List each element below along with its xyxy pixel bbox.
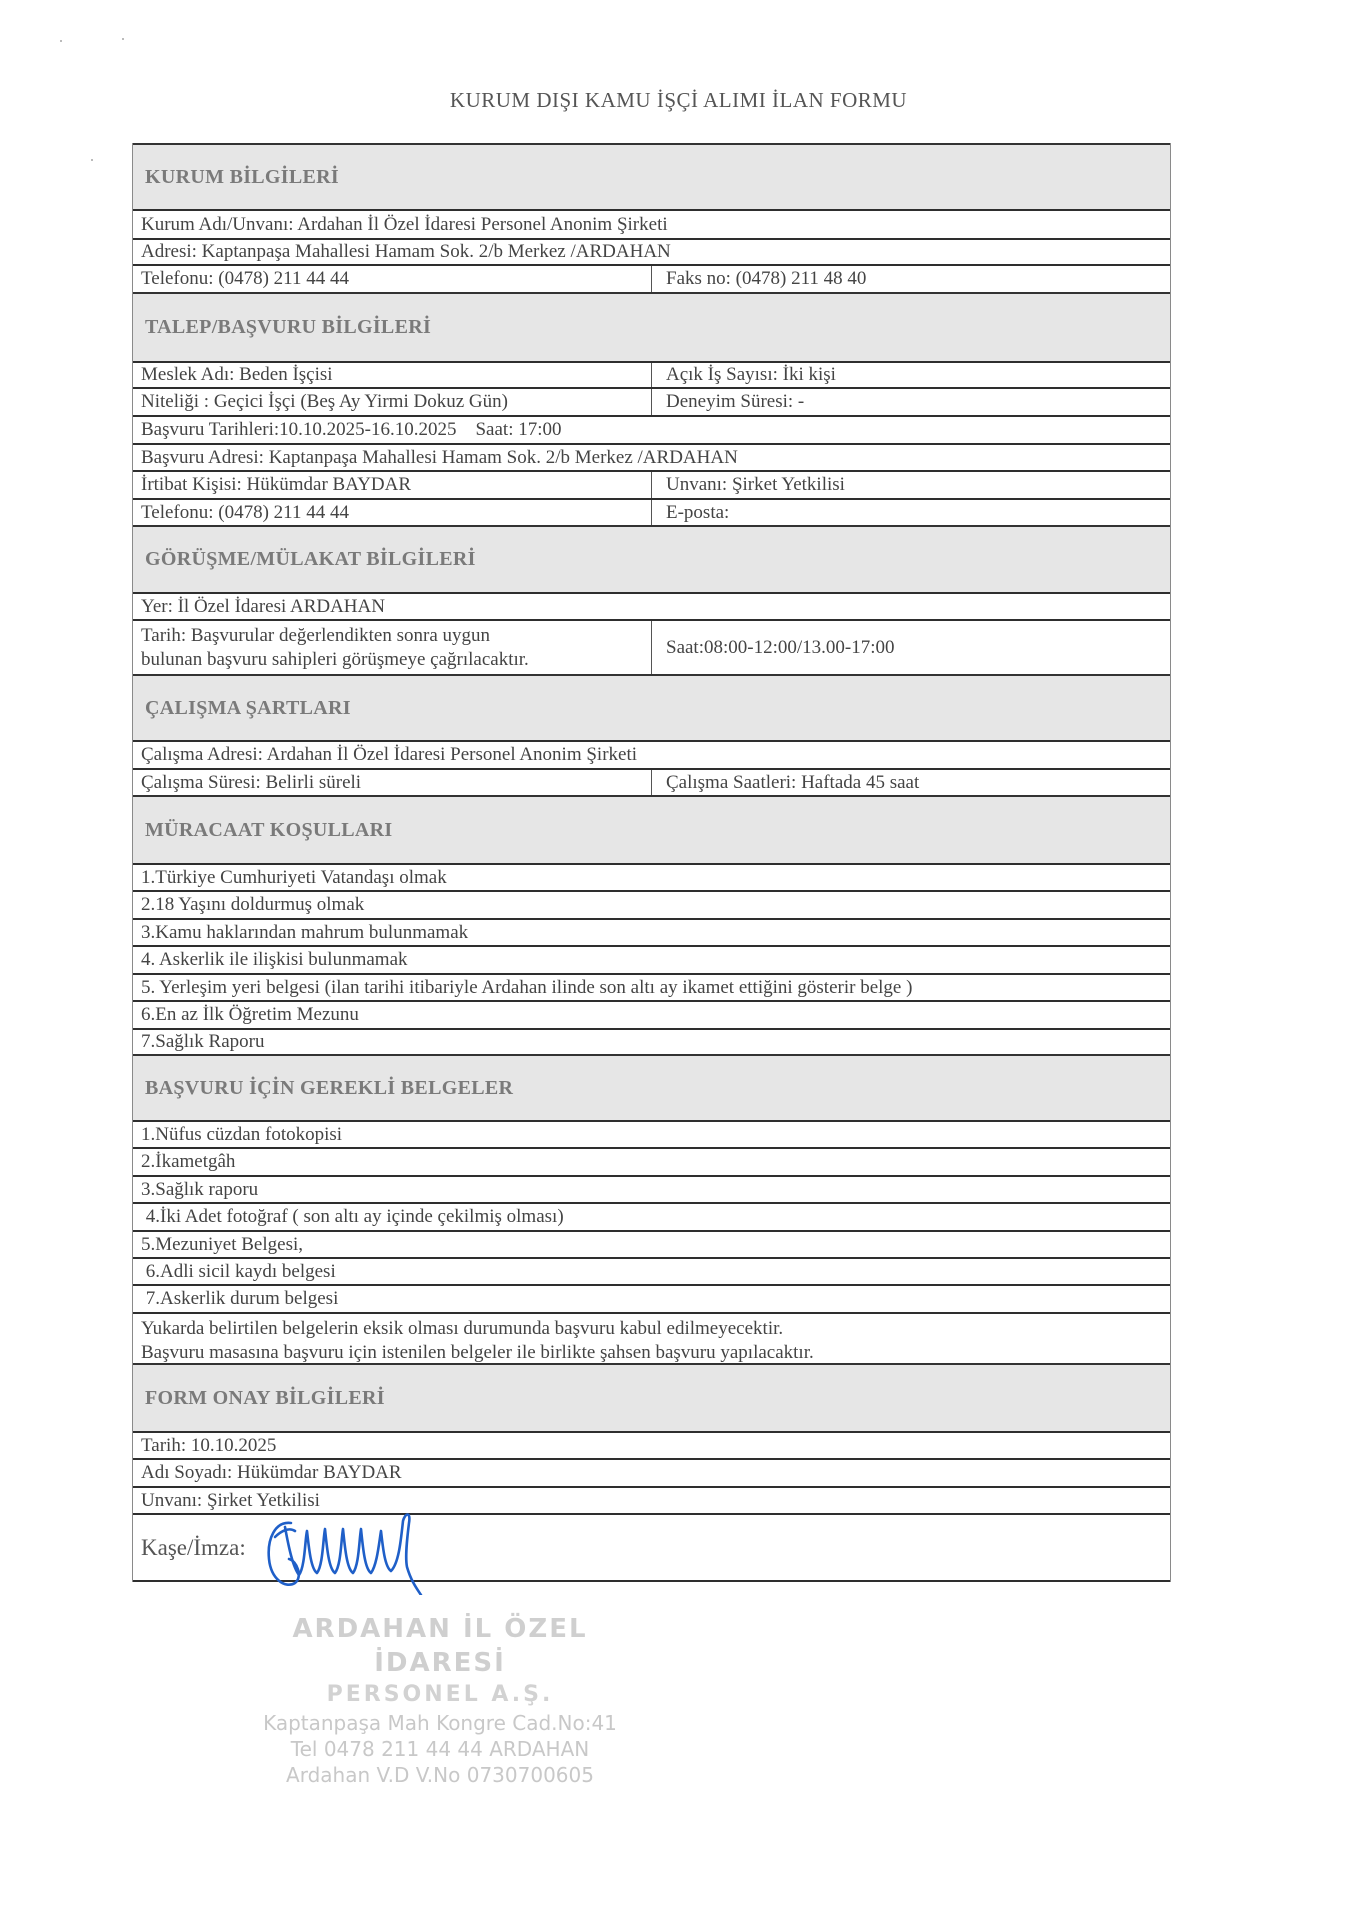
list-item bbox=[133, 1120, 1170, 1147]
gorusme-tarih-field bbox=[133, 621, 652, 674]
stamp-line-5: Ardahan V.D V.No 0730700605 bbox=[286, 1763, 594, 1787]
kurum-faks-field: Faks no: (0478) 211 48 40 bbox=[666, 268, 867, 289]
onay-unvani-field: Unvanı: Şirket Yetkilisi bbox=[141, 1489, 320, 1511]
gorusme-tarih-line2: bulunan başvuru sahipleri görüşmeye çağrılacaktır. bbox=[141, 648, 529, 670]
deneyim-suresi-field: Deneyim Süresi: - bbox=[666, 391, 805, 412]
stamp-line-1: ARDAHAN İL ÖZEL İDARESİ bbox=[292, 1614, 588, 1678]
row-belgeler-notice bbox=[133, 1312, 1170, 1363]
muracaat-item: 2.18 Yaşını doldurmuş olmak bbox=[141, 894, 365, 915]
e-posta-field: E-posta: bbox=[666, 501, 730, 523]
signature-strokes bbox=[269, 1515, 421, 1596]
onay-tarih-field: Tarih: 10.10.2025 bbox=[141, 1434, 277, 1456]
row-irtibat bbox=[133, 470, 1170, 498]
list-item bbox=[133, 1202, 1170, 1230]
row-kurum-iletisim bbox=[133, 264, 1170, 292]
irtibat-kisisi-field: İrtibat Kişisi: Hükümdar BAYDAR bbox=[133, 472, 652, 498]
acik-is-sayisi-field: Açık İş Sayısı: İki kişi bbox=[666, 364, 836, 385]
belge-item: 2.İkametgâh bbox=[141, 1151, 236, 1172]
gorusme-saat-field: Saat:08:00-12:00/13.00-17:00 bbox=[666, 636, 895, 658]
muracaat-item: 5. Yerleşim yeri belgesi (ilan tarihi itibariyle Ardahan ilinde son altı ay ikamet ettiğini gösterir belge ) bbox=[141, 976, 913, 998]
list-item bbox=[133, 1147, 1170, 1175]
muracaat-item: 1.Türkiye Cumhuriyeti Vatandaşı olmak bbox=[141, 866, 447, 888]
kurum-telefon-field: Telefonu: (0478) 211 44 44 bbox=[133, 266, 652, 292]
scan-speck bbox=[122, 38, 124, 40]
section-heading-muracaat: MÜRACAAT KOŞULLARI bbox=[133, 795, 1170, 863]
row-calisma-adresi bbox=[133, 740, 1170, 768]
list-item bbox=[133, 863, 1170, 890]
section-heading-calisma: ÇALIŞMA ŞARTLARI bbox=[133, 674, 1170, 740]
muracaat-item: 4. Askerlik ile ilişkisi bulunmamak bbox=[141, 949, 408, 970]
row-talep-iletisim bbox=[133, 498, 1170, 525]
notice-line-1: Yukarda belirtilen belgelerin eksik olması durumunda başvuru kabul edilmeyecektir. bbox=[141, 1318, 784, 1339]
gorusme-tarih-line1: Tarih: Başvurular değerlendikten sonra uygun bbox=[141, 624, 491, 646]
meslek-adi-field: Meslek Adı: Beden İşçisi bbox=[133, 363, 652, 387]
belge-item: 5.Mezuniyet Belgesi, bbox=[141, 1233, 303, 1255]
niteligi-field: Niteliği : Geçici İşçi (Beş Ay Yirmi Dokuz Gün) bbox=[133, 389, 652, 415]
list-item bbox=[133, 890, 1170, 918]
row-onay-adi-soyadi bbox=[133, 1458, 1170, 1486]
announcement-form bbox=[132, 143, 1171, 1582]
belgeler-notice bbox=[133, 1314, 822, 1363]
talep-telefon-field: Telefonu: (0478) 211 44 44 bbox=[133, 500, 652, 525]
list-item bbox=[133, 1284, 1170, 1312]
document-title: KURUM DIŞI KAMU İŞÇİ ALIMI İLAN FORMU bbox=[449, 88, 908, 112]
section-heading-onay: FORM ONAY BİLGİLERİ bbox=[133, 1363, 1170, 1431]
kurum-adi-field: Kurum Adı/Unvanı: Ardahan İl Özel İdaresi Personel Anonim Şirketi bbox=[141, 213, 668, 235]
row-calisma-suresi bbox=[133, 768, 1170, 795]
notice-line-2: Başvuru masasına başvuru için istenilen belgeler ile birlikte şahsen başvuru yapılacaktır. bbox=[141, 1342, 814, 1363]
row-basvuru-adresi bbox=[133, 443, 1170, 470]
muracaat-item: 6.En az İlk Öğretim Mezunu bbox=[141, 1004, 359, 1025]
kase-imza-label: Kaşe/İmza: bbox=[141, 1534, 246, 1560]
list-item bbox=[133, 945, 1170, 973]
section-heading-talep: TALEP/BAŞVURU BİLGİLERİ bbox=[133, 292, 1170, 361]
section-heading-gorusme: GÖRÜŞME/MÜLAKAT BİLGİLERİ bbox=[133, 525, 1170, 592]
kurum-adresi-field: Adresi: Kaptanpaşa Mahallesi Hamam Sok. 2/b Merkez /ARDAHAN bbox=[141, 241, 671, 262]
row-kurum-adi bbox=[133, 209, 1170, 238]
handwritten-signature bbox=[265, 1509, 435, 1595]
scan-speck bbox=[60, 40, 62, 42]
basvuru-tarihleri-field: Başvuru Tarihleri:10.10.2025-16.10.2025 Saat: 17:00 bbox=[141, 419, 562, 440]
row-gorusme-yer bbox=[133, 592, 1170, 619]
list-item bbox=[133, 918, 1170, 945]
list-item bbox=[133, 973, 1170, 1000]
section-heading-belgeler: BAŞVURU İÇİN GEREKLİ BELGELER bbox=[133, 1054, 1170, 1120]
belge-item: 1.Nüfus cüzdan fotokopisi bbox=[141, 1123, 343, 1145]
gorusme-yer-field: Yer: İl Özel İdaresi ARDAHAN bbox=[141, 595, 385, 617]
belge-item: 4.İki Adet fotoğraf ( son altı ay içinde çekilmiş olması) bbox=[141, 1206, 564, 1227]
list-item bbox=[133, 1028, 1170, 1054]
stamp-line-3: Kaptanpaşa Mah Kongre Cad.No:41 bbox=[263, 1711, 617, 1735]
row-nitelik bbox=[133, 387, 1170, 415]
stamp-line-4: Tel 0478 211 44 44 ARDAHAN bbox=[290, 1737, 590, 1761]
stamp-line-2: PERSONEL A.Ş. bbox=[326, 1682, 554, 1707]
calisma-suresi-field: Çalışma Süresi: Belirli süreli bbox=[133, 770, 652, 795]
scan-speck bbox=[91, 159, 93, 161]
company-stamp bbox=[230, 1612, 650, 1788]
row-meslek bbox=[133, 361, 1170, 387]
onay-adi-soyadi-field: Adı Soyadı: Hükümdar BAYDAR bbox=[141, 1462, 402, 1483]
basvuru-adresi-field: Başvuru Adresi: Kaptanpaşa Mahallesi Hamam Sok. 2/b Merkez /ARDAHAN bbox=[141, 446, 738, 468]
row-gorusme-tarih bbox=[133, 619, 1170, 674]
list-item bbox=[133, 1230, 1170, 1257]
list-item bbox=[133, 1257, 1170, 1284]
calisma-saatleri-field: Çalışma Saatleri: Haftada 45 saat bbox=[666, 771, 920, 793]
irtibat-unvani-field: Unvanı: Şirket Yetkilisi bbox=[666, 474, 845, 495]
section-heading-kurum: KURUM BİLGİLERİ bbox=[133, 143, 1170, 209]
muracaat-item: 7.Sağlık Raporu bbox=[141, 1031, 265, 1052]
row-kurum-adresi bbox=[133, 238, 1170, 264]
list-item bbox=[133, 1175, 1170, 1202]
belge-item: 3.Sağlık raporu bbox=[141, 1178, 259, 1200]
list-item bbox=[133, 1000, 1170, 1028]
belge-item: 6.Adli sicil kaydı belgesi bbox=[141, 1260, 336, 1282]
row-basvuru-tarihleri bbox=[133, 415, 1170, 443]
row-onay-tarih bbox=[133, 1431, 1170, 1458]
belge-item: 7.Askerlik durum belgesi bbox=[141, 1288, 339, 1309]
calisma-adresi-field: Çalışma Adresi: Ardahan İl Özel İdaresi Personel Anonim Şirketi bbox=[141, 744, 638, 765]
muracaat-item: 3.Kamu haklarından mahrum bulunmamak bbox=[141, 921, 469, 943]
